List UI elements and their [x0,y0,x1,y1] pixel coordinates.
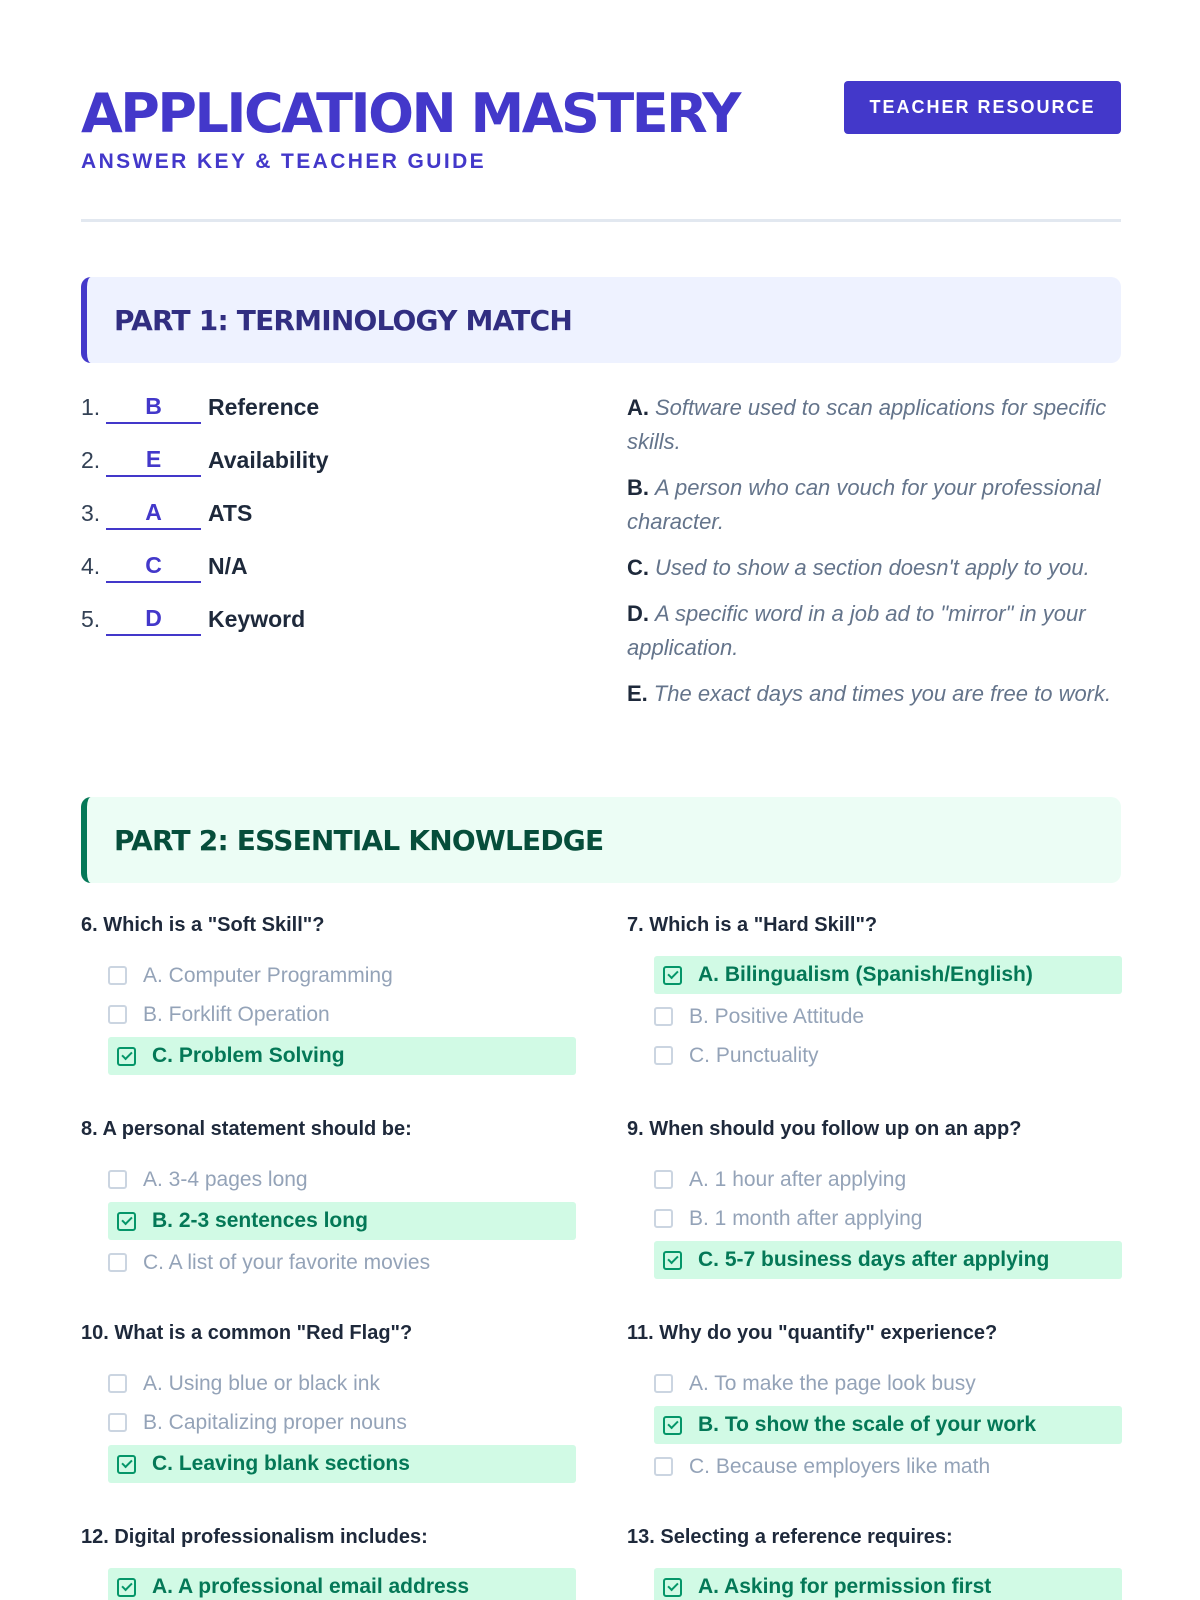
match-row [81,549,581,602]
match-answer: D [106,602,201,636]
option-label: A. Using blue or black ink [143,1371,380,1395]
answer-option[interactable] [108,995,549,1034]
definition-letter: D. [627,601,649,626]
answer-option[interactable] [654,1364,1095,1403]
checked-checkbox-icon[interactable] [117,1578,136,1597]
question [81,912,549,1078]
option-label: B. 1 month after applying [689,1206,923,1230]
checked-checkbox-icon[interactable] [117,1212,136,1231]
match-answer: C [106,549,201,583]
answer-option[interactable] [108,1403,549,1442]
definition-text: The exact days and times you are free to work. [653,681,1112,706]
header [81,84,1121,224]
part2-banner [81,797,1121,883]
definition-letter: E. [627,681,648,706]
match-number: 3. [81,500,101,526]
checked-checkbox-icon[interactable] [663,966,682,985]
checked-checkbox-icon[interactable] [117,1047,136,1066]
checked-checkbox-icon[interactable] [663,1251,682,1270]
checkbox-icon[interactable] [108,1170,127,1189]
match-term: N/A [208,553,248,579]
answer-option-correct[interactable] [654,1241,1122,1279]
checkbox-icon[interactable] [654,1457,673,1476]
definition-text: A person who can vouch for your professional character. [627,475,1101,534]
option-label: B. To show the scale of your work [698,1413,1036,1436]
option-label: A. 3-4 pages long [143,1167,308,1191]
header-divider [81,219,1121,222]
match-answer: B [106,390,201,424]
answer-option-correct[interactable] [654,1406,1122,1444]
definition-item [627,597,1127,665]
checked-checkbox-icon[interactable] [663,1416,682,1435]
option-label: A. Bilingualism (Spanish/English) [698,963,1033,986]
question-text: 10. What is a common "Red Flag"? [81,1322,413,1344]
definition-letter: A. [627,395,649,420]
checkbox-icon[interactable] [654,1170,673,1189]
checkbox-icon[interactable] [654,1007,673,1026]
definition-item [627,471,1127,539]
answer-option[interactable] [108,1243,549,1282]
answer-option-correct[interactable] [654,956,1122,994]
answer-option-correct[interactable] [108,1445,576,1483]
definition-item [627,551,1127,585]
match-number: 2. [81,447,101,473]
question [627,1320,1095,1486]
answer-key-page [81,0,1121,1600]
option-label: A. A professional email address [152,1575,470,1598]
match-row [81,443,581,496]
match-row [81,390,581,443]
checkbox-icon[interactable] [108,966,127,985]
option-label: A. To make the page look busy [689,1371,976,1395]
question-text: 6. Which is a "Soft Skill"? [81,914,325,936]
checkbox-icon[interactable] [108,1374,127,1393]
question-text: 12. Digital professionalism includes: [81,1526,428,1548]
checked-checkbox-icon[interactable] [117,1455,136,1474]
option-label: A. Computer Programming [143,963,393,987]
match-term: Availability [208,447,329,473]
question-text: 9. When should you follow up on an app? [627,1118,1022,1140]
answer-option[interactable] [654,1199,1095,1238]
definition-text: Software used to scan applications for specific skills. [627,395,1107,454]
checkbox-icon[interactable] [654,1209,673,1228]
option-label: B. Positive Attitude [689,1004,865,1028]
match-answer: A [106,496,201,530]
definition-text: A specific word in a job ad to "mirror" in your application. [627,601,1086,660]
checkbox-icon[interactable] [654,1046,673,1065]
match-answer: E [106,443,201,477]
option-label: B. Capitalizing proper nouns [143,1410,407,1434]
answer-option-correct[interactable] [108,1202,576,1240]
question-text: 13. Selecting a reference requires: [627,1526,953,1548]
option-label: A. 1 hour after applying [689,1167,907,1191]
answer-option-correct[interactable] [654,1568,1122,1600]
match-term: Keyword [208,606,306,632]
question [81,1320,549,1486]
page-subtitle: ANSWER KEY & TEACHER GUIDE [81,150,487,173]
answer-option-correct[interactable] [108,1568,576,1600]
definition-item [627,391,1127,459]
match-number: 1. [81,394,101,420]
answer-option[interactable] [108,1364,549,1403]
definition-text: Used to show a section doesn't apply to you. [655,555,1090,580]
checkbox-icon[interactable] [108,1253,127,1272]
match-number: 5. [81,606,101,632]
checkbox-icon[interactable] [654,1374,673,1393]
question-text: 8. A personal statement should be: [81,1118,412,1140]
question [81,1116,549,1282]
page-title: APPLICATION MASTERY [81,82,739,145]
question [81,1524,549,1600]
match-term: ATS [208,500,253,526]
question-text: 7. Which is a "Hard Skill"? [627,914,878,936]
answer-option[interactable] [654,1447,1095,1486]
option-label: B. 2-3 sentences long [152,1209,368,1232]
checkbox-icon[interactable] [108,1005,127,1024]
checked-checkbox-icon[interactable] [663,1578,682,1597]
question-text: 11. Why do you "quantify" experience? [627,1322,998,1344]
match-term: Reference [208,394,320,420]
answer-option[interactable] [108,956,549,995]
option-label: A. Asking for permission first [698,1575,992,1598]
definition-letter: B. [627,475,649,500]
answer-option[interactable] [654,1160,1095,1199]
question [627,912,1095,1075]
option-label: C. Because employers like math [689,1454,991,1478]
match-row [81,496,581,549]
answer-option[interactable] [108,1160,549,1199]
definition-item [627,677,1127,711]
checkbox-icon[interactable] [108,1413,127,1432]
question [627,1524,1095,1600]
part1-title: PART 1: TERMINOLOGY MATCH [114,303,572,337]
answer-option[interactable] [654,997,1095,1036]
match-list [81,390,581,655]
part1-banner [81,277,1121,363]
definition-letter: C. [627,555,649,580]
teacher-resource-badge: TEACHER RESOURCE [844,81,1121,134]
option-label: C. Punctuality [689,1043,819,1067]
option-label: C. Leaving blank sections [152,1452,410,1475]
option-label: C. 5-7 business days after applying [698,1248,1050,1271]
answer-option[interactable] [654,1036,1095,1075]
match-row [81,602,581,655]
option-label: C. A list of your favorite movies [143,1250,431,1274]
question [627,1116,1095,1282]
option-label: B. Forklift Operation [143,1002,330,1026]
part2-title: PART 2: ESSENTIAL KNOWLEDGE [114,823,604,857]
answer-option-correct[interactable] [108,1037,576,1075]
definition-list [627,391,1127,723]
option-label: C. Problem Solving [152,1044,345,1067]
match-number: 4. [81,553,101,579]
